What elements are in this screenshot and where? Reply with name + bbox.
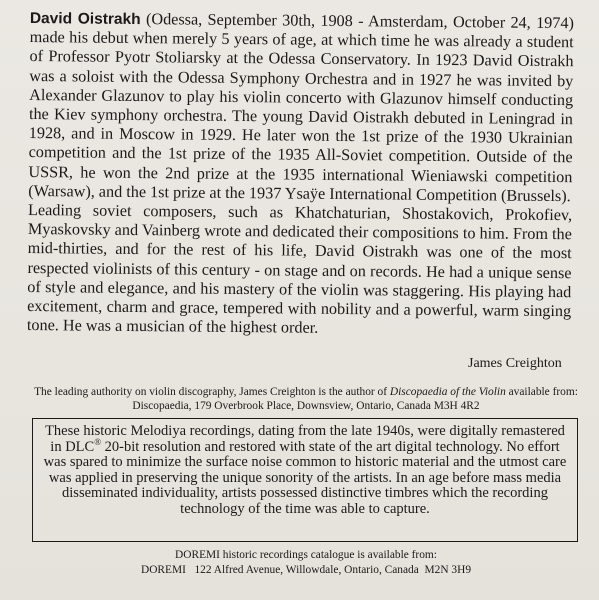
biography-text [27, 9, 574, 341]
biography-paragraph-1-text: (Odessa, September 30th, 1908 - Amsterdam, October 24, 1974) made his debut when merely 5 years of age, at which time he was already a student of Professor Pyotr Stoliarsky at the Odessa Conservatory. In 1923 David Oistrakh was a soloist with the Odessa Symphony Orchestra and in 1927 he was invited by Alexander Glazunov to play his violin concerto with Glazunov himself conducting the Kiev symphony orchestra. The young David Oistrakh debuted in Leningrad in 1928, and in Moscow in 1929. He later won the 1st prize of the 1930 Ukrainian competition and the 1st prize of the 1935 All-Soviet competition. Outside of the USSR, he won the 2nd prize at the 1935 international Wieniawski competition (Warsaw), and the 1st prize at the 1937 Ysaÿe International Competition (Brussels). [28, 10, 574, 206]
company-name: DOREMI [140, 564, 186, 576]
catalogue-line: DOREMI historic recordings catalogue is available from: [175, 549, 437, 561]
author-signature: James Creighton [468, 356, 562, 371]
remaster-notice-text-1: These historic Melodiya recordings, dating from the late 1940s, were digitally remastered in DLC [45, 423, 565, 455]
authority-note-intro: The leading authority on violin discography, James Creighton is the author of [34, 386, 390, 398]
artist-name: David Oistrakh [29, 9, 141, 29]
biography-paragraph-2: Leading soviet composers, such as Khatchaturian, Shostakovich, Prokofiev, Myaskovsky and Vainberg wrote and dedicated their compositions to him. From the mid-thirties, and for the rest of his life, David Oistrakh was one of the most respected violinists of this century - on stage and on records. He had a unique sense of style and elegance, and his mastery of the violin was staggering. His playing had excitement, charm and grace, tempered with nobility and a powerful, warm singing tone. He was a musician of the highest order. [26, 201, 573, 338]
remaster-notice-box [32, 418, 578, 542]
biography-paragraph-1 [28, 9, 574, 206]
authority-note-address: available from: Discopaedia, 179 Overbrook Place, Downsview, Ontario, Canada M3H 4R2 [132, 386, 578, 412]
remaster-notice-text-2: 20-bit resolution and restored with state of the art digital technology. No effort was spared to minimize the surface noise common to historic material and the utmost care was applied in preserving the unique sonority of the artists. In an age before mass media disseminated individuality, artists possessed distinctive timbres which the recording technology of the time was able to capture. [43, 438, 567, 517]
catalogue-address [30, 563, 582, 578]
catalogue-info [30, 548, 582, 578]
postal-code: M2N 3H9 [424, 564, 472, 576]
registered-mark: ® [94, 436, 102, 447]
authority-note [30, 385, 582, 413]
street-address: 122 Alfred Avenue, Willowdale, Ontario, Canada [194, 564, 419, 576]
book-title: Discopaedia of the Violin [389, 386, 506, 398]
